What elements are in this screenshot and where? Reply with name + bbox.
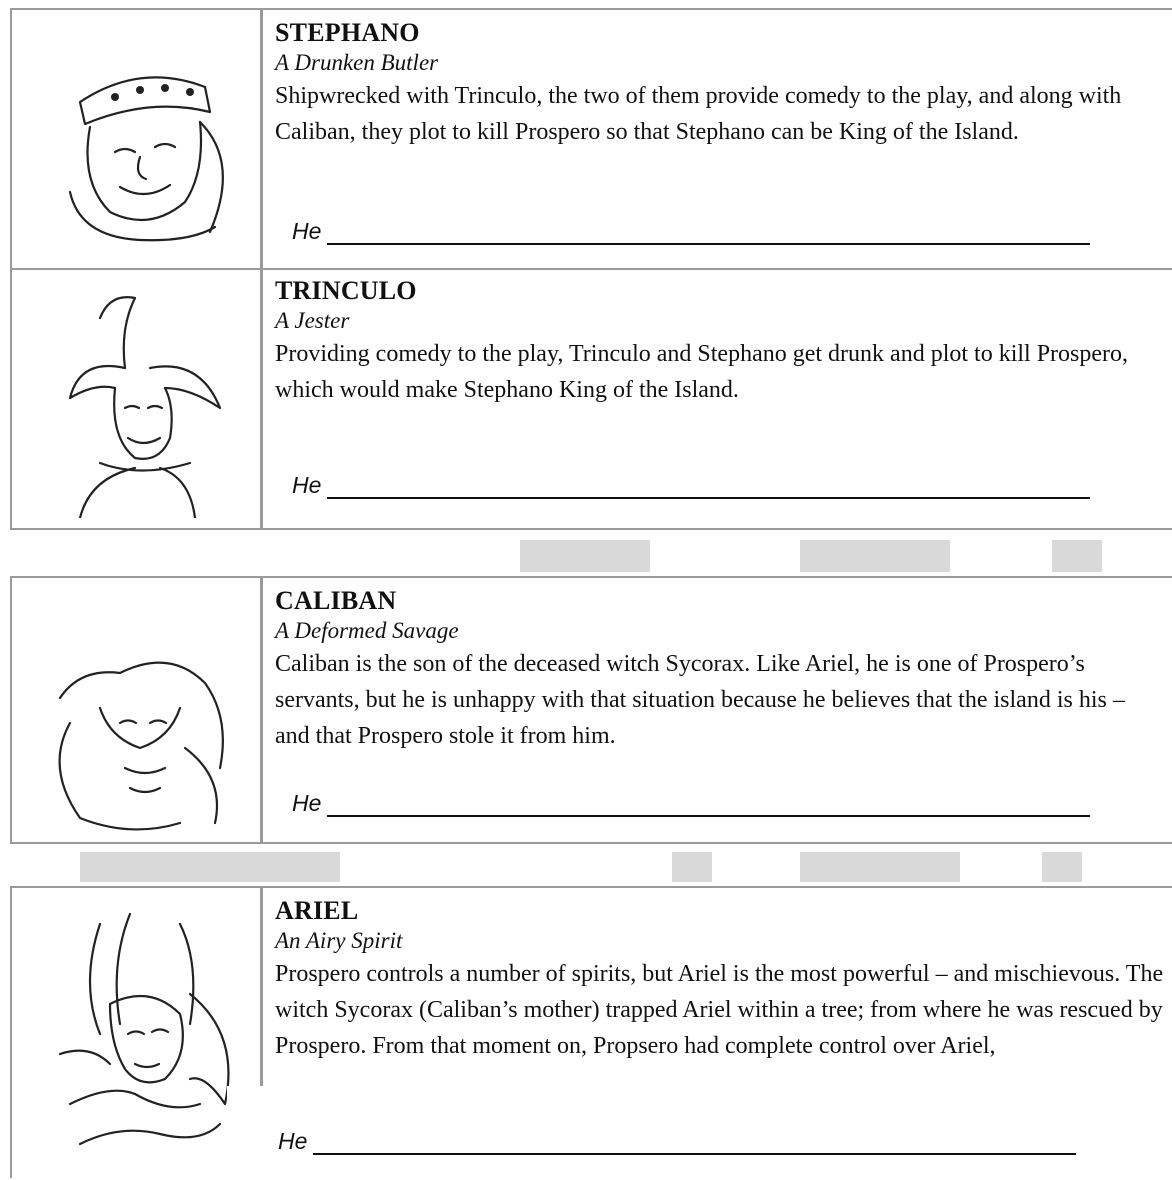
answer-blank[interactable] [313,1133,1076,1155]
character-name: CALIBAN [275,586,397,615]
background-shade [1042,852,1082,882]
answer-blank[interactable] [327,795,1090,817]
stephano-portrait-icon [40,42,240,242]
character-text [275,276,1164,408]
character-role: A Deformed Savage [275,618,459,643]
character-card-group [10,8,1172,530]
portrait-mask [227,1086,267,1180]
background-shade [800,852,960,882]
answer-line-stephano[interactable] [292,218,1090,245]
character-description: Shipwrecked with Trinculo, the two of them provide comedy to the play, and along with Caliban, they plot to kill Prospero so that Stephano can be King of the Island. [275,83,1122,145]
character-description: Prospero controls a number of spirits, but Ariel is the most powerful – and mischievous. The witch Sycorax (Caliban’s mother) trapped Ariel within a tree; from where he was rescued by Prospero. From that moment on, Propsero had complete control over Ariel, [275,961,1164,1059]
character-description: Providing comedy to the play, Trinculo and Stephano get drunk and plot to kill Prospero, which would make Stephano King of the Island. [275,341,1129,403]
character-role: A Jester [275,308,350,333]
background-shade [1052,540,1102,572]
character-role: An Airy Spirit [275,928,403,953]
character-card-caliban [10,576,1172,844]
trinculo-portrait-icon [40,288,240,488]
background-shade [672,852,712,882]
answer-line-caliban[interactable] [292,790,1090,817]
background-shade [80,852,340,882]
character-text [275,18,1164,150]
answer-prompt: He [292,472,322,498]
answer-prompt: He [292,218,322,244]
character-description: Caliban is the son of the deceased witch Sycorax. Like Ariel, he is one of Prospero’s servants, but he is unhappy with that situation because he believes that the island is his – and that Prospero stole it from him. [275,651,1125,749]
ariel-portrait-icon [40,904,240,1104]
background-shade [520,540,650,572]
character-text [275,896,1164,1064]
answer-line-trinculo[interactable] [292,472,1090,499]
character-text [275,586,1164,754]
answer-blank[interactable] [327,223,1090,245]
background-shade [800,540,950,572]
character-row-trinculo [12,268,1172,532]
answer-prompt: He [292,790,322,816]
caliban-portrait-icon [40,628,240,828]
column-divider [260,578,263,842]
answer-prompt: He [278,1128,308,1154]
character-name: ARIEL [275,896,359,925]
character-name: STEPHANO [275,18,420,47]
answer-line-ariel[interactable] [278,1128,1076,1155]
character-role: A Drunken Butler [275,50,439,75]
character-card-ariel [10,886,1172,1178]
character-name: TRINCULO [275,276,417,305]
character-row-stephano [12,10,1172,268]
answer-blank[interactable] [327,477,1090,499]
